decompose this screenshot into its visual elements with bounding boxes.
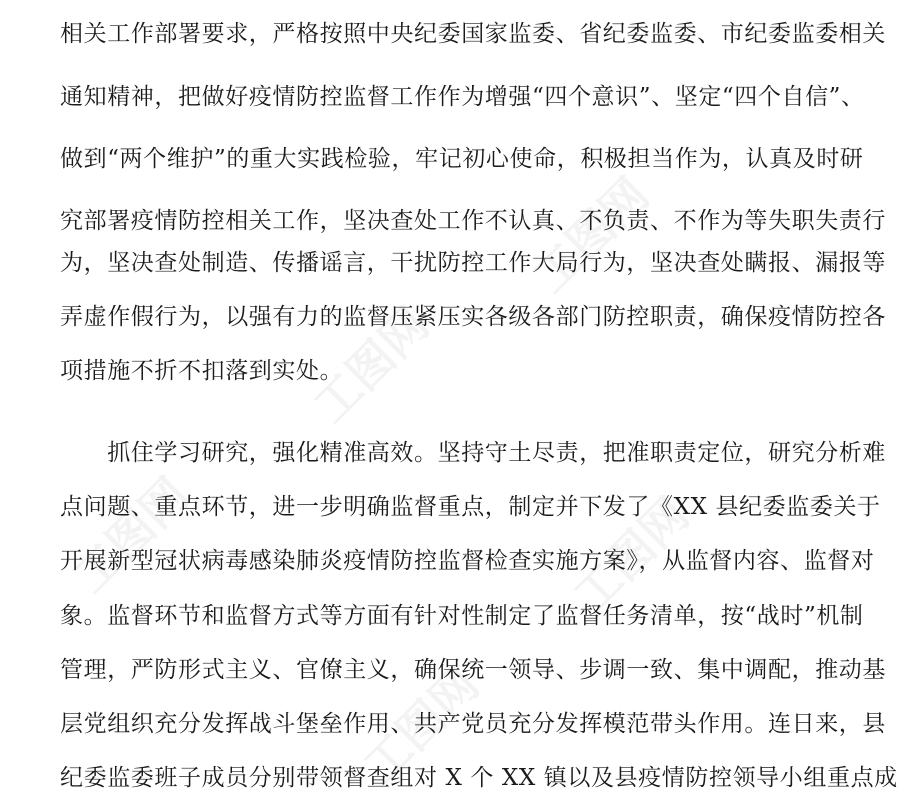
watermark: 工图网: [563, 487, 700, 624]
watermark: 工图网: [303, 297, 440, 434]
text-line: 通知精神，把做好疫情防控监督工作作为增强“四个意识”、坚定“四个自信”、: [60, 84, 865, 110]
watermark: 工图网: [523, 167, 660, 304]
text-line: 抓住学习研究，强化精准高效。坚持守土尽责，把准职责定位，研究分析难: [60, 440, 886, 466]
watermark: 工图网: [353, 657, 490, 794]
text-line: 究部署疫情防控相关工作，坚决查处工作不认真、不负责、不作为等失职失责行: [60, 208, 886, 234]
text-line: 管理，严防形式主义、官僚主义，确保统一领导、步调一致、集中调配，推动基: [60, 657, 886, 683]
text-line: 做到“两个维护”的重大实践检验，牢记初心使命，积极担当作为，认真及时研: [60, 146, 864, 172]
text-line: 为，坚决查处制造、传播谣言，干扰防控工作大局行为，坚决查处瞒报、漏报等: [60, 250, 886, 276]
text-line: 点问题、重点环节，进一步明确监督重点，制定并下发了《XX 县纪委监委关于: [60, 494, 881, 520]
text-line: 相关工作部署要求，严格按照中央纪委国家监委、省纪委监委、市纪委监委相关: [60, 21, 886, 47]
text-line: 纪委监委班子成员分别带领督查组对 X 个 XX 镇以及县疫情防控领导小组重点成: [60, 765, 898, 791]
text-line: 象。监督环节和监督方式等方面有针对性制定了监督任务清单，按“战时”机制: [60, 603, 864, 629]
watermark: 工图网: [63, 467, 200, 604]
text-line: 开展新型冠状病毒感染肺炎疫情防控监督检查实施方案》，从监督内容、监督对: [60, 548, 875, 574]
text-line: 弄虚作假行为，以强有力的监督压紧压实各级各部门防控职责，确保疫情防控各: [60, 304, 886, 330]
text-line: 项措施不折不扣落到实处。: [60, 358, 344, 384]
text-line: 层党组织充分发挥战斗堡垒作用、共产党员充分发挥模范带头作用。连日来，县: [60, 711, 886, 737]
